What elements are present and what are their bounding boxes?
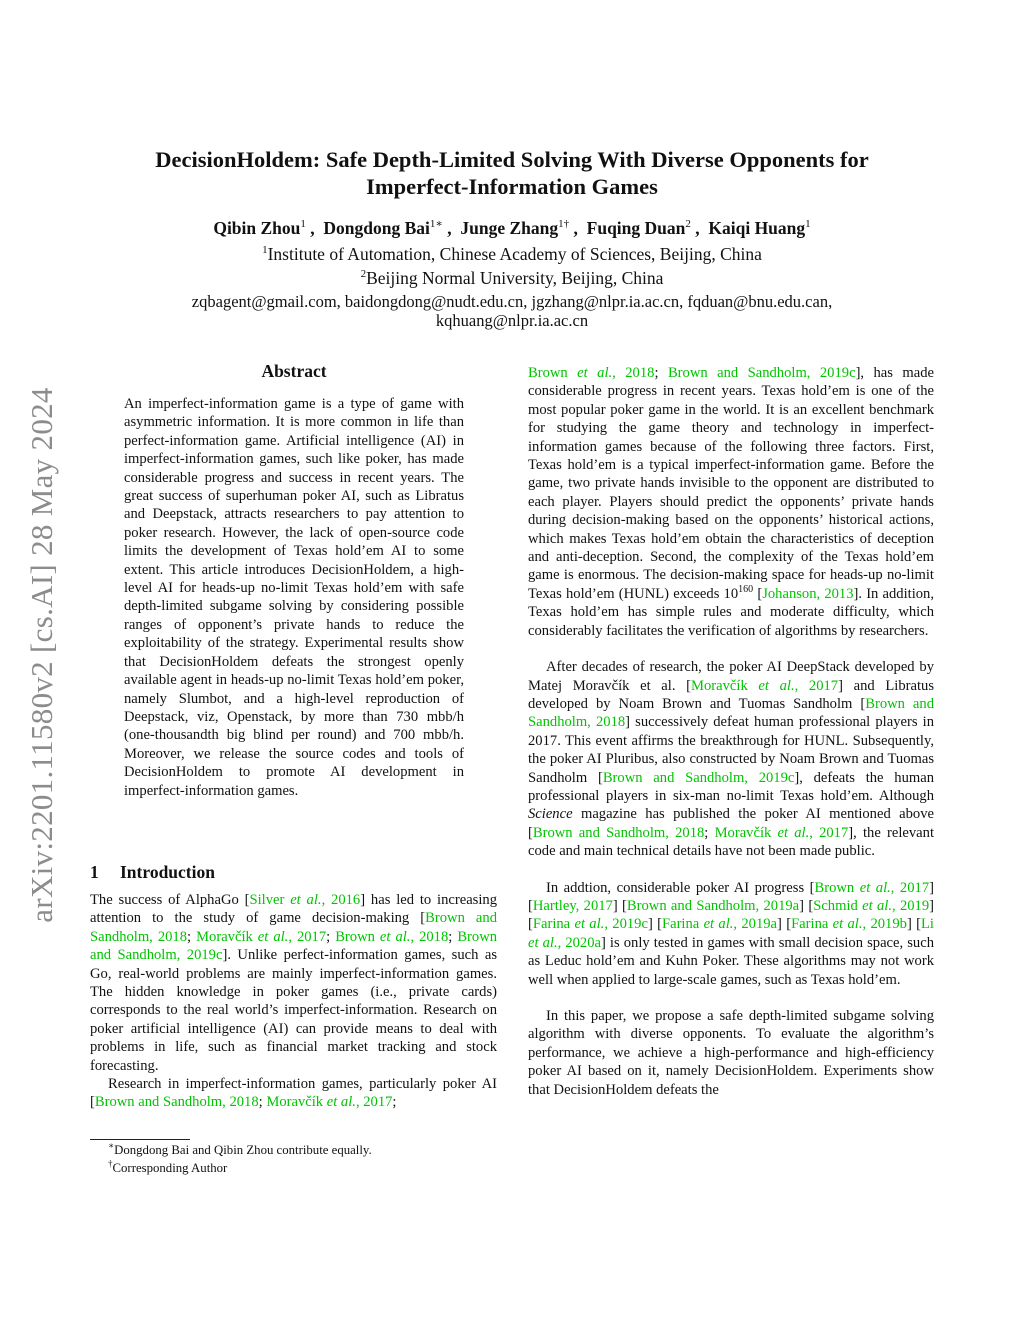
title-line-1: DecisionHoldem: Safe Depth-Limited Solving With Diverse Opponents for — [155, 147, 869, 172]
citation-link[interactable]: Brown and Sandholm, 2018 — [90, 910, 497, 945]
citation-link[interactable]: Brown and Sandholm, 2019c — [667, 365, 856, 381]
footnote-2: †Corresponding Author — [108, 1158, 228, 1175]
citation-link[interactable]: Brown and Sandholm, 2018 — [532, 824, 705, 841]
citation-link[interactable]: Brown and Sandholm, 2019a — [626, 897, 800, 914]
citation-link[interactable]: Silver et al., 2016 — [249, 892, 361, 908]
citation-link[interactable]: Brown et al., 2018 — [528, 365, 655, 381]
author: Kaiqi Huang$^1$ — [708, 218, 811, 238]
intro-paragraph-1: The success of AlphaGo [Silver et al., 2016] has led to increasing attention to the study of game decision-making [Brown and Sandholm, 2018; Moravčík et al., 2017; Brown et al., 2018; Brown and Sandholm, 2019c]. Unlike perfect-information games, such as Go, real-world problems are mainly imperfect-information games. The hidden knowledge in poker games (i.e., private cards) corresponds to the real world’s imperfect-information. Research on poker artificial intelligence (AI) can provide means to deal with problems in life, such as financial market tracking and stock forecasting. — [90, 892, 498, 1074]
citation-link[interactable]: Farina et al., 2019c — [532, 916, 648, 933]
author: Fuqing Duan$^2$ — [586, 218, 691, 238]
affiliation-2: $^2$Beijing Normal University, Beijing, China — [360, 268, 664, 288]
author: Qibin Zhou$^1$ — [213, 218, 306, 238]
affiliation-1: $^1$Institute of Automation, Chinese Academy of Sciences, Beijing, China — [262, 244, 762, 264]
section-heading: 1 Introduction — [90, 862, 215, 882]
citation-link[interactable]: Johanson, 2013 — [762, 585, 854, 602]
right-paragraph-4: In this paper, we propose a safe depth-limited subgame solving algorithm with diverse opponents. To evaluate the algorithm’s performance, we achieve a high-performance and high-efficiency poker AI based on it, namely DecisionHoldem. Experiments show that DecisionHoldem defeats the — [528, 1008, 934, 1098]
author-list: Qibin Zhou$^1$ , Dongdong Bai$^{1∗}$ , Junge Zhang$^{1\dagger}$ , Fuqing Duan$^2$ , Kaiqi Huang$^1$ — [213, 218, 811, 238]
author: Dongdong Bai$^{1∗}$ — [323, 218, 443, 238]
right-paragraph-1: Brown et al., 2018; Brown and Sandholm, 2019c], has made considerable progress in recent years. Texas hold’em is one of the most popular poker game in the world. It is an excellent benchmark for studying the game theory and technology in imperfect-information games because of the following three factors. First, Texas hold’em is a typical imperfect-information game. Before the game, two private hands invisible to the opponent are distributed to each player. Players should predict the opponents’ private hands during decision-making based on the opponents’ historical actions, which makes Texas hold’em obtain the characteristics of deception and anti-deception. Second, the complexity of the Texas hold’em game is enormous. The decision-making space for heads-up no-limit Texas hold’em (HUNL) exceeds $10^{160}$ [Johanson, 2013]. In addition, Texas hold’em has simple rules and moderate difficulty, which considerably facilitates the verification of algorithms by researchers. — [528, 365, 935, 639]
left-column-body — [90, 891, 497, 1112]
citation-link[interactable]: Li et al., 2020a — [528, 916, 934, 951]
citation-link[interactable]: Hartley, 2017 — [532, 897, 613, 914]
citation-link[interactable]: Brown and Sandholm, 2018 — [94, 1094, 259, 1111]
intro-paragraph-2: Research in imperfect-information games, particularly poker AI [Brown and Sandholm, 2018; Moravčík et al., 2017; — [90, 1076, 497, 1111]
right-paragraph-3: In addtion, considerable poker AI progress [Brown et al., 2017] [Hartley, 2017] [Brown and Sandholm, 2019a] [Schmid et al., 2019] [Farina et al., 2019c] [Farina et al., 2019a] [Farina et al., 2019b] [Li et al., 2020a] is only tested in games with small decision space, such as Leduc hold’em and Kuhn Poker. These algorithms may not work well when applied to large-scale games, such as Texas hold’em. — [528, 879, 935, 988]
citation-link[interactable]: Schmid et al., 2019 — [813, 897, 930, 914]
footnote-1: ∗Dongdong Bai and Qibin Zhou contribute equally. — [108, 1140, 372, 1157]
citation-link[interactable]: Farina et al., 2019a — [661, 916, 778, 933]
citation-link[interactable]: Brown and Sandholm, 2018 — [528, 695, 935, 731]
title-line-2: Imperfect-Information Games — [366, 174, 658, 199]
paper-title — [100, 146, 924, 200]
citation-link[interactable]: Brown et al., 2017 — [814, 879, 930, 896]
citation-link[interactable]: Moravčík et al., 2017 — [714, 824, 849, 841]
citation-link[interactable]: Moravčík et al., 2017 — [691, 677, 839, 694]
abstract-body: An imperfect-information game is a type of game with asymmetric information. It is more common in life than perfect-information game. Artificial intelligence (AI) in imperfect-information games, such like poker, has made considerable progress and success in recent years. The great success of superhuman poker AI, such as Libratus and Deepstack, attracts researchers to pay attention to poker research. However, the lack of open-source code limits the development of Texas hold’em AI to some extent. This article introduces DecisionHoldem, a high-level AI for heads-up no-limit Texas hold’em with safe depth-limited subgame solving by considering possible ranges of opponent’s private hands to reduce the exploitability of the strategy. Experimental results show that DecisionHoldem defeats the strongest openly available agent in heads-up no-limit Texas hold’em poker, namely Slumbot, and a high-level reproduction of Deepstack, viz, Openstack, by more than 730 mbb/h (one-thousandth big blind per round) and 700 mbb/h. Moreover, we release the source codes and tools of DecisionHoldem to promote AI development in imperfect-information games. — [124, 396, 464, 799]
citation-link[interactable]: Moravčík et al., 2017 — [196, 928, 327, 945]
arxiv-id-text: arXiv:2201.11580v2 [cs.AI] 28 May 2024 — [24, 387, 59, 923]
abstract-heading: Abstract — [261, 361, 327, 381]
author: Junge Zhang$^{1\dagger}$ — [460, 218, 570, 238]
author-emails: zqbagent@gmail.com, baidongdong@nudt.edu.cn, jgzhang@nlpr.ia.ac.cn, fqduan@bnu.edu.can, kqhuang@nlpr.ia.ac.cn — [191, 292, 833, 330]
right-paragraph-2: After decades of research, the poker AI DeepStack developed by Matej Moravčík et al. [Moravčík et al., 2017] and Libratus developed by Noam Brown and Tuomas Sandholm [Brown and Sandholm, 2018] successively defeat human professional players in 2017. This event affirms the breakthrough for HUNL. Subsequently, the poker AI Pluribus, also constructed by Noam Brown and Tuomas Sandholm [Brown and Sandholm, 2019c], defeats the human professional players in six-man no-limit Texas hold’em. Although Science magazine has published the poker AI mentioned above [Brown and Sandholm, 2018; Moravčík et al., 2017], the relevant code and main technical details have not been made public. — [528, 659, 935, 860]
citation-link[interactable]: Brown and Sandholm, 2019c — [90, 928, 498, 964]
citation-link[interactable]: Brown et al., 2018 — [335, 928, 449, 945]
footnote-rule — [90, 1139, 190, 1140]
right-column-body — [528, 364, 934, 1117]
citation-link[interactable]: Moravčík et al., 2017 — [266, 1094, 393, 1111]
arxiv-identifier — [22, 355, 62, 955]
citation-link[interactable]: Farina et al., 2019b — [791, 916, 907, 933]
citation-link[interactable]: Brown and Sandholm, 2019c — [602, 769, 795, 786]
